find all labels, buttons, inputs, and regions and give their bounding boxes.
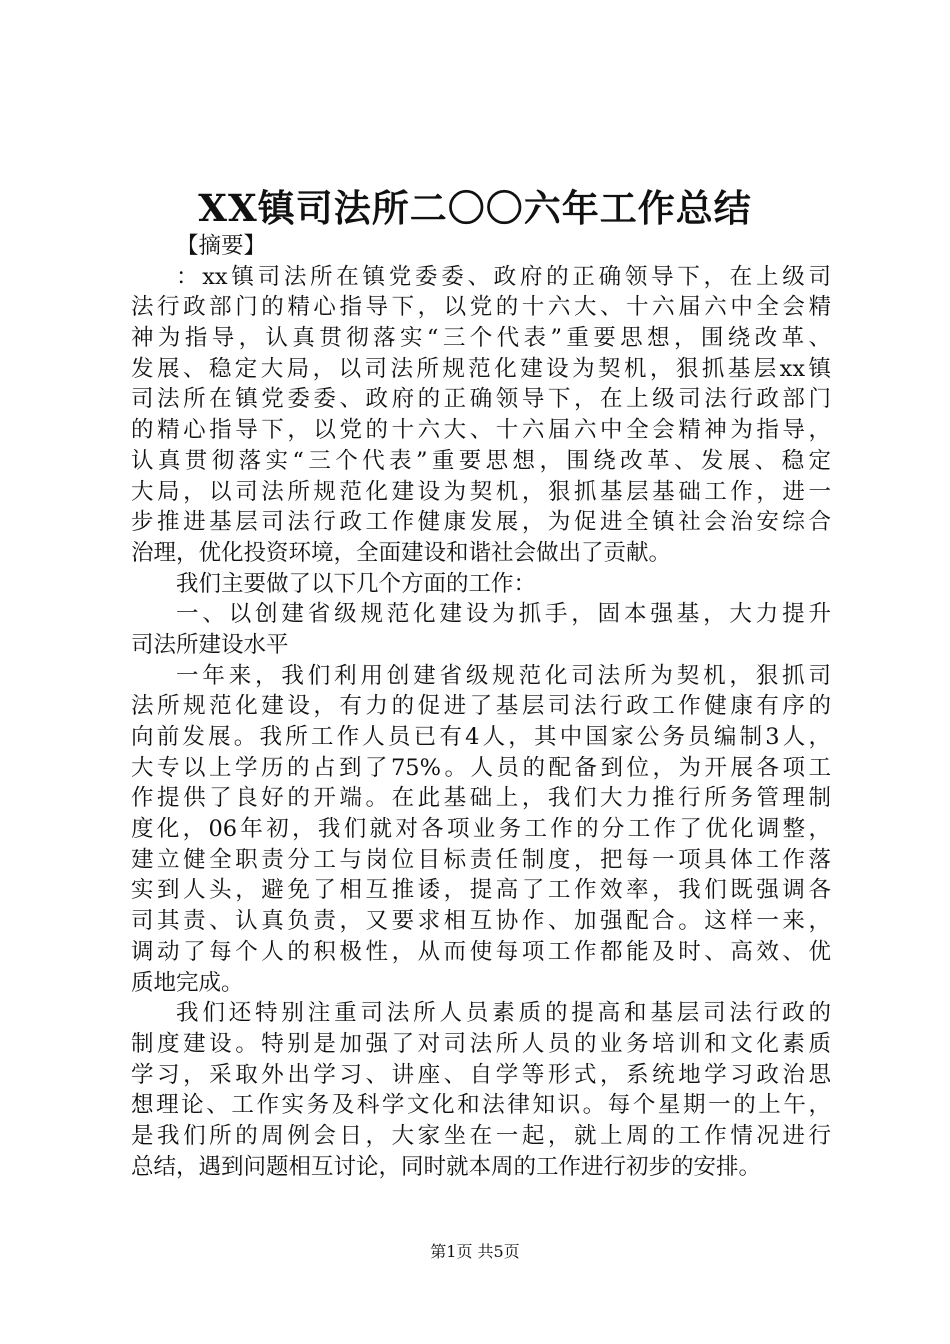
text-line: 质地完成。	[131, 969, 244, 996]
document-title: XX镇司法所二〇〇六年工作总结	[198, 186, 752, 230]
text-line: 法行政部门的精心指导下，以党的十六大、十六届六中全会精	[131, 294, 831, 321]
document-body	[131, 231, 831, 1182]
text-line: 想理论、工作实务及科学文化和法律知识。每个星期一的上午，	[131, 1092, 831, 1119]
text-line: 学习，采取外出学习、讲座、自学等形式，系统地学习政治思	[131, 1061, 831, 1088]
text-line: 建立健全职责分工与岗位目标责任制度，把每一项具体工作落	[131, 846, 831, 873]
text-line: 大局，以司法所规范化建设为契机，狠抓基层基础工作，进一	[131, 478, 831, 505]
text-line: 一年来，我们利用创建省级规范化司法所为契机，狠抓司	[176, 662, 831, 689]
text-line: 步推进基层司法行政工作健康发展，为促进全镇社会治安综合	[131, 509, 831, 536]
text-line: 实到人头，避免了相互推诿，提高了工作效率，我们既强调各	[131, 877, 831, 904]
text-line: 度化，06年初，我们就对各项业务工作的分工作了优化调整，	[131, 816, 831, 843]
text-line: 向前发展。我所工作人员已有4人，其中国家公务员编制3人，	[131, 724, 831, 750]
text-line: 我们主要做了以下几个方面的工作：	[176, 570, 537, 597]
text-line: 司其责、认真负责，又要求相互协作、加强配合。这样一来，	[131, 908, 831, 935]
text-line: 治理，优化投资环境，全面建设和谐社会做出了贡献。	[131, 539, 672, 566]
text-line: 司法所在镇党委委、政府的正确领导下，在上级司法行政部门	[131, 386, 831, 413]
text-line: 发展、稳定大局，以司法所规范化建设为契机，狠抓基层xx镇	[131, 355, 831, 382]
text-line: 司法所建设水平	[131, 631, 289, 658]
text-line: 的精心指导下，以党的十六大、十六届六中全会精神为指导，	[131, 417, 831, 444]
text-line: 一、以创建省级规范化建设为抓手，固本强基，大力提升	[176, 601, 831, 628]
text-line: ：xx镇司法所在镇党委委、政府的正确领导下，在上级司	[176, 263, 831, 290]
text-line: 神为指导，认真贯彻落实“三个代表”重要思想，围绕改革、	[131, 325, 831, 352]
text-line: 大专以上学历的占到了75%。人员的配备到位，为开展各项工	[131, 754, 831, 781]
text-line: 调动了每个人的积极性，从而使每项工作都能及时、高效、优	[131, 938, 831, 965]
text-line: 法所规范化建设，有力的促进了基层司法行政工作健康有序的	[131, 693, 831, 720]
text-line: 制度建设。特别是加强了对司法所人员的业务培训和文化素质	[131, 1030, 831, 1057]
text-line: 我们还特别注重司法所人员素质的提高和基层司法行政的	[176, 1000, 831, 1027]
page-footer: 第1页 共5页	[430, 1242, 520, 1261]
text-line: 认真贯彻落实“三个代表”重要思想，围绕改革、发展、稳定	[131, 447, 831, 474]
text-line: 是我们所的周例会日，大家坐在一起，就上周的工作情况进行	[131, 1122, 831, 1149]
text-line: 【摘要】	[176, 233, 267, 259]
text-line: 总结，遇到问题相互讨论，同时就本周的工作进行初步的安排。	[131, 1153, 762, 1180]
text-line: 作提供了良好的开端。在此基础上，我们大力推行所务管理制	[131, 785, 831, 812]
